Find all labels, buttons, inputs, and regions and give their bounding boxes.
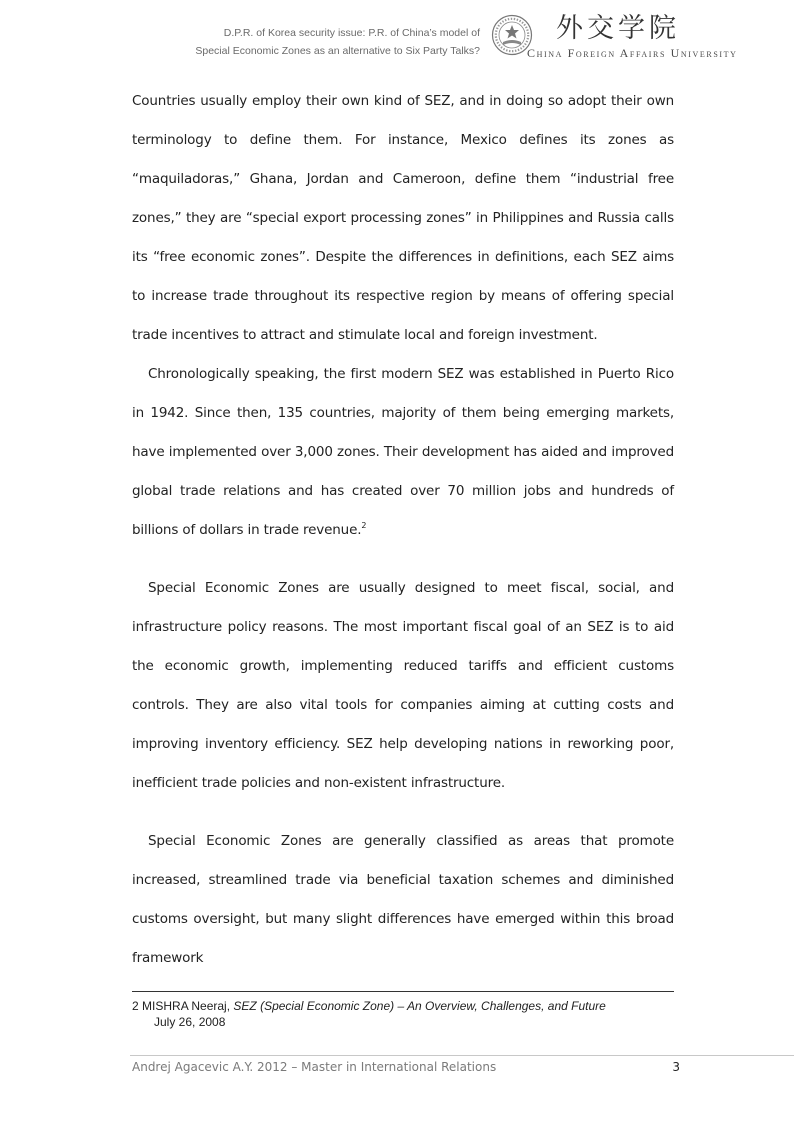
- paragraph-3: Special Economic Zones are usually designed to meet fiscal, social, and infrastructure policy reasons. The most important fiscal goal of an SEZ is to aid the economic growth, implementing reduced tariffs and efficient customs controls. They are also vital tools for companies aiming at cutting costs and improving inventory efficiency. SEZ help developing nations in reworking poor, inefficient trade policies and non-existent infrastructure.: [132, 580, 674, 791]
- footnote-number: 2: [132, 999, 139, 1013]
- paragraph-1: Countries usually employ their own kind of SEZ, and in doing so adopt their own terminology to define them. For instance, Mexico defines its zones as “maquiladoras,” Ghana, Jordan and Cameroon, define them “industrial free zones,” they are “special export processing zones” in Philippines and Russia calls its “free economic zones”. Despite the differences in definitions, each SEZ aims to increase trade throughout its respective region by means of offering special trade incentives to attract and stimulate local and foreign investment.: [132, 93, 674, 343]
- running-header: [130, 24, 480, 60]
- university-name-english: China Foreign Affairs University: [527, 46, 738, 60]
- footnote: [132, 998, 692, 1030]
- paragraph-2-text: Chronologically speaking, the first modern SEZ was established in Puerto Rico in 1942. Since then, 135 countries, majority of them being emerging markets, have implemented over 3,000 zones. Their development has aided and improved global trade relations and has created over 70 million jobs and hundreds of billions of dollars in trade revenue.: [132, 366, 674, 538]
- paragraph-2: [132, 355, 674, 550]
- page-number: 3: [672, 1060, 680, 1074]
- footer-author-line: Andrej Agacevic A.Y. 2012 – Master in International Relations: [132, 1060, 497, 1074]
- university-name-chinese: 外交学院: [556, 13, 680, 44]
- footnote-reference: 2: [361, 521, 367, 530]
- footnote-date: July 26, 2008: [154, 1015, 226, 1029]
- footer-separator: [130, 1055, 794, 1056]
- paragraph-4: Special Economic Zones are generally classified as areas that promote increased, streamlined trade via beneficial taxation schemes and diminished customs oversight, but many slight differences have emerged within this broad framework: [132, 833, 674, 966]
- header-title-line1: D.P.R. of Korea security issue: P.R. of China’s model of: [223, 27, 480, 39]
- footnote-author: MISHRA Neeraj,: [142, 999, 231, 1013]
- header-title-line2: Special Economic Zones as an alternative to Six Party Talks?: [195, 45, 480, 57]
- footnote-separator: [132, 991, 674, 992]
- footnote-title: SEZ (Special Economic Zone) – An Overview, Challenges, and Future: [233, 999, 606, 1013]
- page-body: [132, 82, 674, 978]
